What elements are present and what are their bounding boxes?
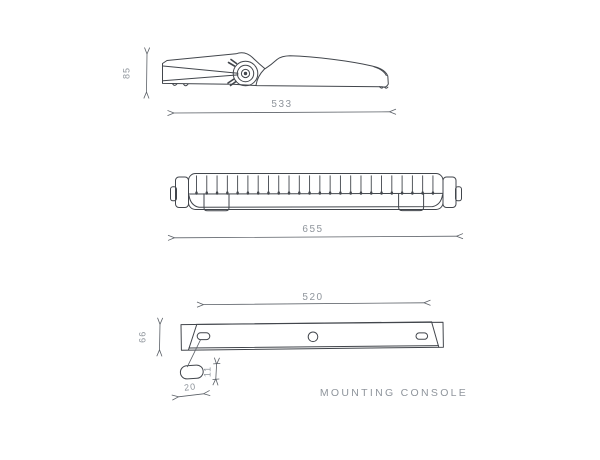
- dim-text-11: 11: [202, 365, 213, 378]
- mounting-arm-wedge-lines: [163, 66, 238, 81]
- dim-line-520: [204, 303, 425, 305]
- dim-text-520: 520: [302, 292, 324, 303]
- dim-text-20: 20: [183, 381, 197, 393]
- rear-view: [171, 174, 462, 211]
- dim-line-20: [179, 394, 204, 397]
- dim-text-85: 85: [121, 66, 132, 80]
- slot-detail-enlarged: [180, 365, 204, 380]
- slot-detail-leader-line: [187, 340, 200, 367]
- mounting-bracket-right: [399, 194, 424, 211]
- dim-text-66: 66: [137, 330, 148, 343]
- heat-sink-fins: [197, 176, 433, 194]
- side-view: [163, 53, 389, 88]
- hinge-center-dot: [244, 72, 246, 74]
- slot-hole-left: [197, 333, 210, 340]
- mounting-console-view: [180, 322, 443, 379]
- console-end-bend-right: [432, 322, 439, 347]
- slot-hole-right: [416, 333, 428, 339]
- center-hole: [308, 332, 318, 342]
- dim-line-85: [147, 54, 148, 92]
- dim-line-533: [174, 112, 390, 113]
- luminaire-profile: [163, 53, 389, 87]
- dim-line-655: [175, 236, 457, 238]
- dim-text-533: 533: [271, 99, 293, 110]
- dim-text-655: 655: [302, 224, 324, 235]
- drawing-caption: MOUNTING CONSOLE: [319, 387, 469, 399]
- lower-shell-line: [189, 195, 443, 208]
- housing-body: [189, 174, 444, 210]
- dim-line-66: [160, 324, 161, 350]
- mounting-bracket-left: [204, 194, 229, 211]
- end-cap-right: [443, 177, 456, 208]
- console-end-bend-left: [189, 324, 197, 349]
- tilt-tick-marks-upper: [229, 60, 237, 67]
- console-plate-top-edge: [197, 322, 432, 325]
- end-cap-left: [176, 177, 189, 208]
- dim-line-11: [216, 364, 217, 379]
